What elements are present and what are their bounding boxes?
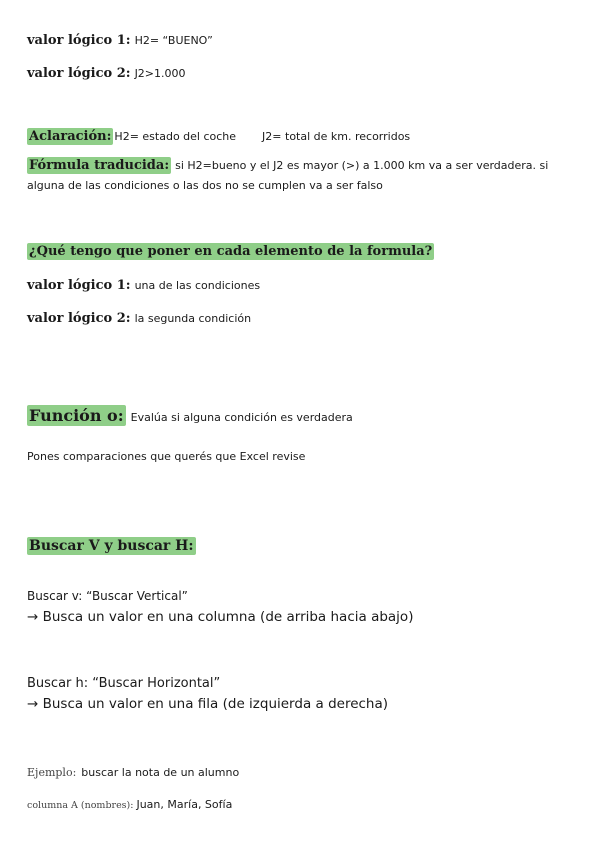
buscar-v-line-2: → Busca un valor en una columna (de arriba hacia abajo) bbox=[27, 609, 414, 625]
respuesta-2-text: la segunda condición bbox=[134, 312, 252, 325]
aclaracion-label: Aclaración: bbox=[29, 129, 112, 144]
formula-traducida-text: si H2=bueno y el J2 es mayor (>) a 1.000 km va a ser verdadera. si alguna de las condiciones o las dos no se cumplen va a ser falso bbox=[27, 159, 549, 192]
pones-text: Pones comparaciones que querés que Excel revise bbox=[27, 450, 306, 463]
respuesta-1-label: valor lógico 1: bbox=[27, 278, 131, 293]
ejemplo-text: buscar la nota de un alumno bbox=[81, 766, 240, 779]
buscar-heading-label: Buscar V y buscar H: bbox=[29, 538, 194, 554]
valor-logico-1-text: H2= “BUENO” bbox=[134, 34, 213, 47]
valor-logico-1-label: valor lógico 1: bbox=[27, 33, 131, 48]
columna-line bbox=[27, 793, 232, 812]
buscar-v-line-1: Buscar v: “Buscar Vertical” bbox=[27, 589, 188, 603]
buscar-h-line-2: → Busca un valor en una fila (de izquierda a derecha) bbox=[27, 696, 389, 712]
buscar-h-block bbox=[27, 673, 388, 715]
valor-logico-2-text: J2>1.000 bbox=[134, 67, 186, 80]
valor-logico-2-line bbox=[27, 62, 186, 81]
valor-logico-1-line bbox=[27, 29, 213, 48]
pregunta-label: ¿Qué tengo que poner en cada elemento de la formula? bbox=[29, 244, 433, 259]
buscar-heading bbox=[27, 535, 196, 554]
respuesta-2-label: valor lógico 2: bbox=[27, 311, 131, 326]
funcion-o-label: Función o: bbox=[29, 406, 124, 425]
pones-line bbox=[27, 445, 305, 464]
respuesta-1-line bbox=[27, 274, 260, 293]
columna-text: Juan, María, Sofía bbox=[136, 798, 233, 811]
aclaracion-text-1: H2= estado del coche bbox=[114, 130, 237, 143]
ejemplo-label: Ejemplo: bbox=[27, 766, 77, 779]
buscar-v-block bbox=[27, 586, 413, 628]
valor-logico-2-label: valor lógico 2: bbox=[27, 66, 131, 81]
funcion-o-text: Evalúa si alguna condición es verdadera bbox=[130, 411, 353, 424]
pregunta-heading bbox=[27, 240, 438, 259]
aclaracion-line bbox=[27, 125, 410, 144]
formula-traducida-label: Fórmula traducida: bbox=[29, 158, 170, 173]
buscar-h-line-1: Buscar h: “Buscar Horizontal” bbox=[27, 676, 221, 691]
respuesta-1-text: una de las condiciones bbox=[134, 279, 261, 292]
columna-label: columna A (nombres): bbox=[27, 800, 134, 811]
funcion-o-line bbox=[27, 406, 353, 425]
respuesta-2-line bbox=[27, 307, 251, 326]
ejemplo-line bbox=[27, 761, 239, 780]
formula-traducida-paragraph bbox=[27, 156, 572, 196]
aclaracion-text-2: J2= total de km. recorridos bbox=[262, 130, 411, 143]
